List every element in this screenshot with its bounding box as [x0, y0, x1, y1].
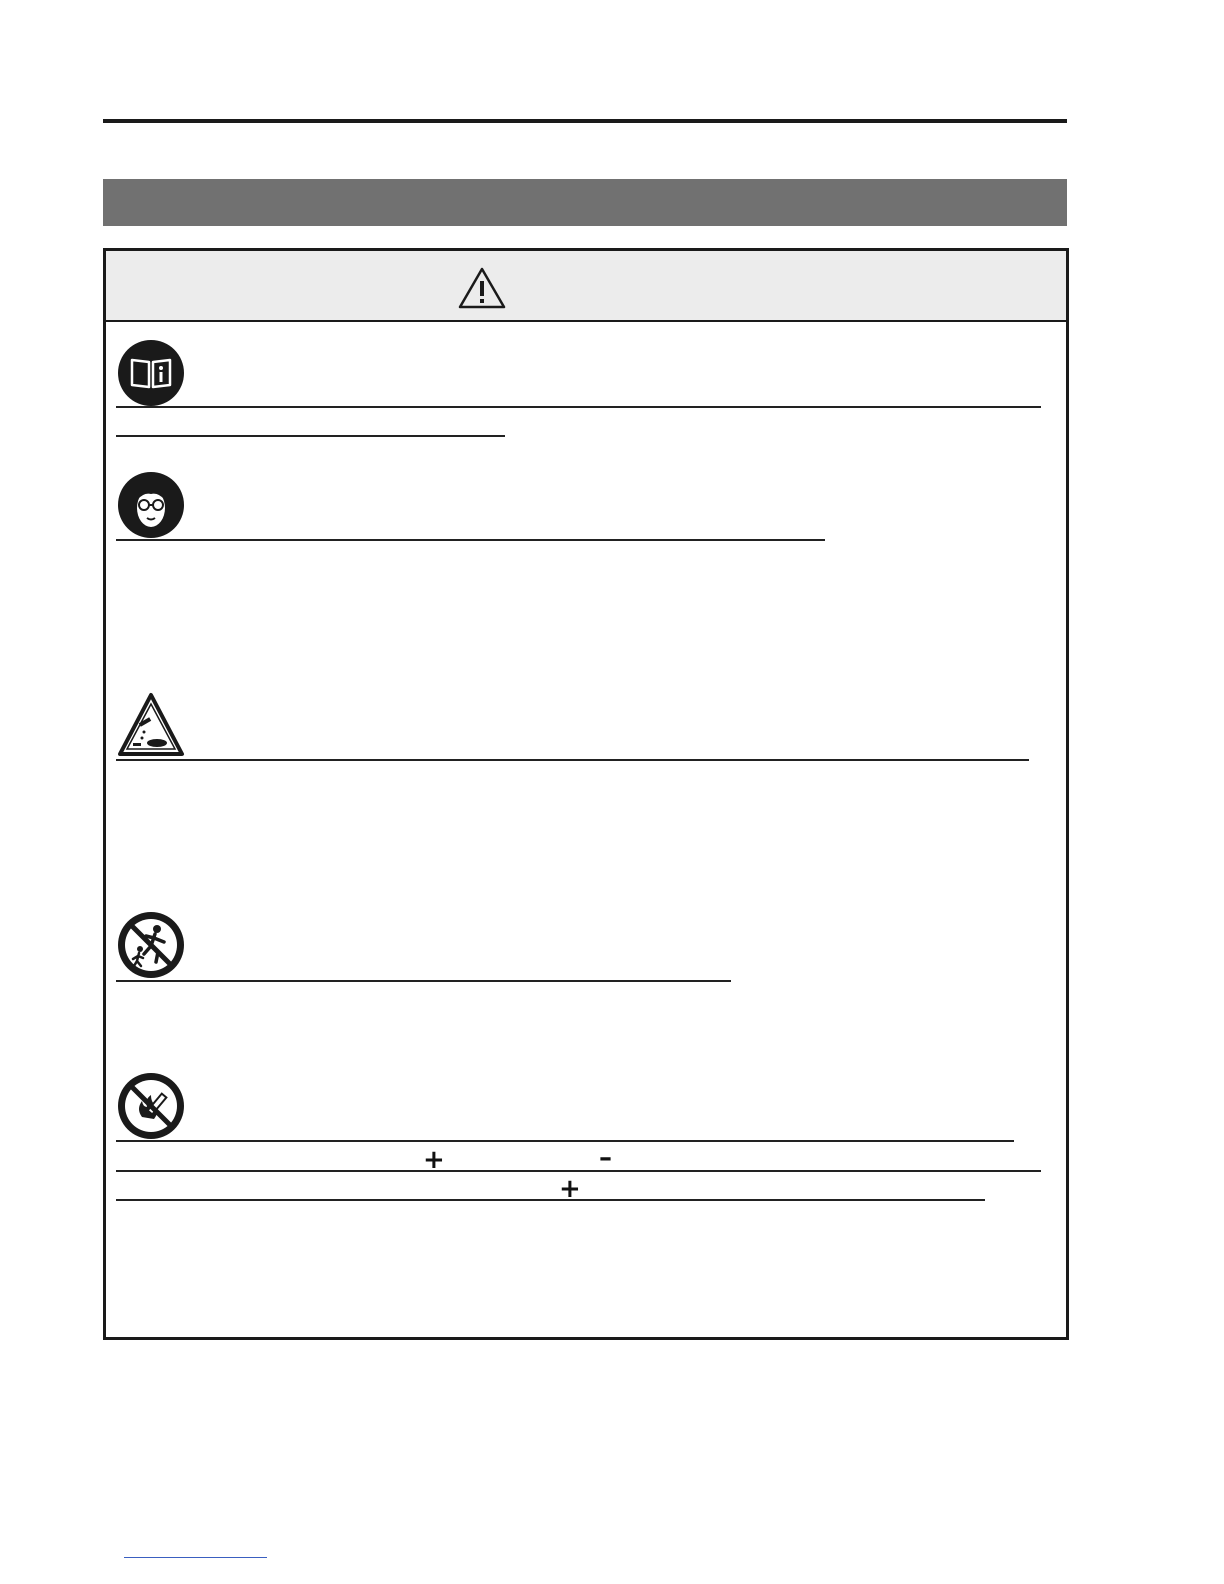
warning-triangle-icon — [458, 267, 506, 309]
top-rule — [103, 119, 1067, 123]
plus-symbol: + — [559, 1174, 581, 1204]
divider-line — [116, 435, 505, 437]
plus-symbol: + — [423, 1145, 445, 1175]
divider-line — [116, 759, 1029, 761]
minus-symbol: – — [599, 1143, 612, 1173]
no-open-flame-icon — [118, 1073, 184, 1139]
wear-eye-protection-icon — [118, 472, 184, 538]
footer-link-underline[interactable] — [124, 1557, 267, 1558]
corrosive-warning-icon — [117, 692, 185, 758]
divider-line — [116, 406, 1041, 408]
divider-line — [116, 1199, 985, 1201]
divider-line — [116, 1170, 1041, 1172]
section-title-bar — [103, 179, 1067, 226]
read-manual-icon — [118, 340, 184, 406]
divider-line — [116, 980, 731, 982]
divider-line — [116, 539, 825, 541]
keep-away-from-children-icon — [118, 912, 184, 978]
warning-box — [103, 248, 1069, 1340]
warning-header — [106, 251, 1066, 322]
divider-line — [116, 1140, 1014, 1142]
